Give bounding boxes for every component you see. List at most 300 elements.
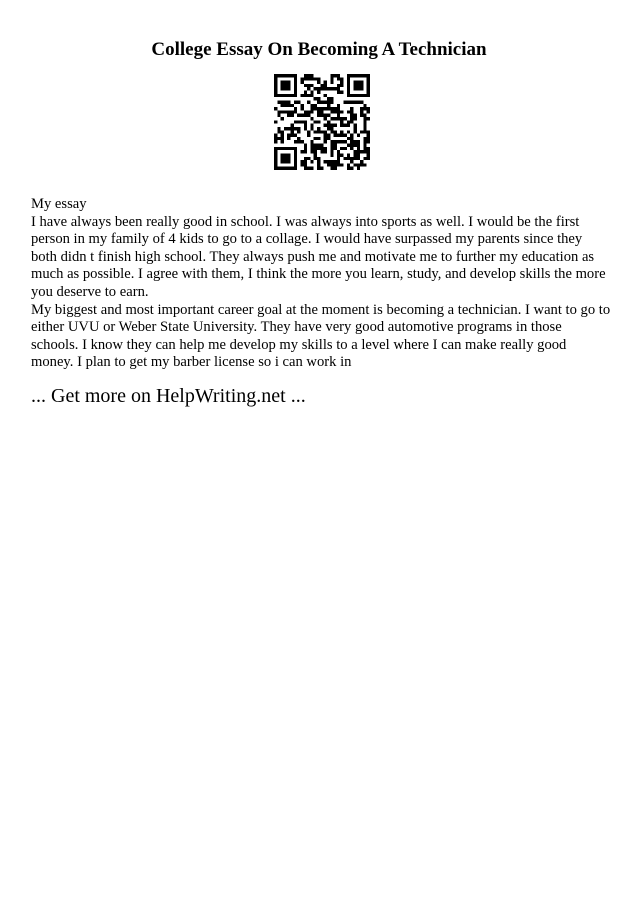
qr-module [367,110,370,113]
qr-module [274,134,277,137]
qr-module [327,163,330,166]
qr-module [350,140,353,143]
qr-module [350,157,353,160]
qr-module [357,144,360,147]
qr-module [360,163,363,166]
qr-module [337,107,340,110]
qr-module [314,144,317,147]
qr-module [350,147,353,150]
qr-module [330,107,333,110]
qr-module [310,167,313,170]
qr-module [357,134,360,137]
qr-module [330,150,333,153]
qr-module [330,127,333,130]
qr-module [353,114,356,117]
qr-module [314,130,317,133]
qr-module [324,114,327,117]
qr-module [344,157,347,160]
qr-module [281,137,284,140]
qr-module [334,163,337,166]
qr-module [350,110,353,113]
qr-module [294,110,297,113]
qr-module [300,114,303,117]
qr-module [317,91,320,94]
qr-module [340,117,343,120]
qr-module [320,144,323,147]
qr-module [340,124,343,127]
qr-module [294,127,297,130]
qr-module [330,117,333,120]
qr-module [294,134,297,137]
qr-module [300,81,303,84]
qr-module [310,117,313,120]
qr-module [307,94,310,97]
qr-module [363,107,366,110]
qr-module [330,167,333,170]
qr-module [317,160,320,163]
qr-module [277,127,280,130]
qr-module [367,134,370,137]
qr-module [324,137,327,140]
qr-module [357,157,360,160]
qr-module [310,147,313,150]
qr-module [307,134,310,137]
qr-module [274,137,277,140]
qr-module [310,140,313,143]
qr-module [307,167,310,170]
qr-module [281,134,284,137]
qr-module [274,167,297,170]
qr-module [320,87,323,90]
qr-module [304,144,307,147]
qr-module [347,144,350,147]
qr-module [281,110,284,113]
qr-module [337,91,340,94]
qr-module [324,147,327,150]
qr-module [337,87,340,90]
qr-module [304,127,307,130]
qr-module [357,147,360,150]
qr-module [304,160,307,163]
qr-module [327,87,330,90]
qr-module [327,134,330,137]
qr-module [357,153,360,156]
qr-module [327,120,330,123]
qr-module [327,124,330,127]
qr-module [281,104,284,107]
qr-module [300,120,303,123]
qr-module [347,74,370,77]
qr-module [300,140,303,143]
qr-module [337,160,340,163]
qr-module [367,137,370,140]
qr-module [314,157,317,160]
qr-module [334,117,337,120]
qr-module [347,137,350,140]
qr-module [367,107,370,110]
qr-module [300,94,303,97]
qr-module [317,157,320,160]
qr-module [350,114,353,117]
qr-module [337,104,340,107]
essay-paragraph: I have always been really good in school. I was always into sports as well. I would be the first person in my family of 4 kids to go to a collage. I would have surpassed my parents since they both didn t finish high school. They always push me and motivate me to further my education as much as possible. I agree with them, I think the more you learn, study, and develop skills the more you deserve to earn. [31,213,606,300]
qr-module [363,147,366,150]
qr-module [340,120,343,123]
qr-module [314,137,317,140]
qr-module [363,137,366,140]
qr-module [324,100,327,103]
qr-module [360,110,363,113]
qr-module [310,110,313,113]
qr-module [324,84,327,87]
qr-module [310,104,313,107]
qr-module [334,124,337,127]
qr-module [300,77,303,80]
qr-module [327,137,330,140]
qr-module [344,124,347,127]
qr-module [287,110,290,113]
qr-module [337,117,340,120]
qr-module [324,134,327,137]
qr-module [360,160,363,163]
qr-module [310,144,313,147]
qr-module [310,160,313,163]
qr-module [277,114,280,117]
qr-module [297,114,300,117]
qr-module [320,110,323,113]
qr-module [291,124,294,127]
qr-module [314,153,317,156]
qr-module [353,153,356,156]
qr-module [277,130,280,133]
qr-module [284,100,287,103]
qr-module [324,117,327,120]
qr-module [314,87,317,90]
qr-module [304,91,307,94]
qr-module [347,100,350,103]
qr-module [337,134,340,137]
qr-module [334,144,337,147]
qr-module [317,87,320,90]
qr-module [320,114,323,117]
qr-module [304,147,307,150]
qr-module [330,153,333,156]
qr-module [281,153,291,163]
qr-module [363,124,366,127]
qr-module [350,134,353,137]
qr-module [337,163,340,166]
qr-module [344,140,347,143]
qr-module [334,87,337,90]
qr-module [353,144,356,147]
qr-module [291,130,294,133]
qr-module [347,163,350,166]
qr-module [281,100,284,103]
qr-module [330,163,333,166]
qr-module [314,150,317,153]
qr-module [291,127,294,130]
qr-module [334,74,337,77]
qr-module [330,130,333,133]
qr-module [363,150,366,153]
qr-module [330,77,333,80]
qr-module [327,104,330,107]
qr-code-icon [274,74,370,170]
qr-module [324,140,327,143]
qr-module [274,94,297,97]
qr-module [360,114,363,117]
qr-module [314,147,317,150]
qr-module [317,130,320,133]
qr-module [317,120,320,123]
qr-module [357,100,360,103]
qr-module [297,127,300,130]
qr-module [347,124,350,127]
qr-module [307,74,310,77]
qr-module [353,163,356,166]
qr-module [320,107,323,110]
qr-module [317,114,320,117]
qr-module [340,110,343,113]
qr-module [330,110,333,113]
qr-module [310,77,313,80]
qr-module [334,140,337,143]
qr-module [317,147,320,150]
qr-module [287,114,290,117]
qr-module [297,140,300,143]
qr-module [330,124,333,127]
qr-module [324,107,327,110]
qr-module [274,107,277,110]
qr-module [340,134,343,137]
qr-module [367,150,370,153]
qr-module [320,150,323,153]
qr-module [350,117,353,120]
qr-module [274,120,277,123]
qr-module [360,107,363,110]
qr-module [363,114,366,117]
qr-module [353,150,356,153]
qr-module [350,107,353,110]
qr-module [310,127,313,130]
qr-module [281,81,291,91]
qr-module [353,100,356,103]
qr-module [297,120,300,123]
qr-module [363,127,366,130]
qr-module [277,110,280,113]
qr-module [360,150,363,153]
qr-module [310,150,313,153]
qr-module [363,104,366,107]
qr-module [314,104,317,107]
qr-module [317,77,320,80]
qr-module [353,124,356,127]
qr-module [363,117,366,120]
qr-module [317,137,320,140]
qr-module [281,130,284,133]
qr-module [347,153,350,156]
qr-module [294,74,297,97]
qr-module [317,127,320,130]
qr-module [320,84,323,87]
qr-module [317,107,320,110]
qr-module [340,163,343,166]
qr-module [317,81,320,84]
qr-module [353,117,356,120]
qr-module [350,160,353,163]
qr-module [330,81,333,84]
qr-module [314,97,317,100]
qr-module [367,74,370,97]
qr-module [304,74,307,77]
qr-module [340,77,343,80]
qr-module [320,130,323,133]
qr-module [334,110,337,113]
qr-module [353,130,356,133]
qr-module [317,100,320,103]
qr-module [327,100,330,103]
qr-module [294,107,297,110]
qr-module [324,160,327,163]
qr-module [330,74,333,77]
qr-module [330,144,333,147]
qr-module [340,84,343,87]
qr-module [353,81,363,91]
qr-module [310,107,313,110]
get-more-link[interactable]: ... Get more on HelpWriting.net ... [31,385,306,407]
qr-module [347,110,350,113]
qr-module [320,167,323,170]
qr-module [340,81,343,84]
qr-module [324,81,327,84]
qr-module [350,167,353,170]
qr-module [327,160,330,163]
qr-module [337,84,340,87]
qr-module [287,127,290,130]
qr-module [360,100,363,103]
qr-module [304,94,307,97]
qr-module [344,117,347,120]
qr-module [363,144,366,147]
qr-module [330,140,333,143]
qr-module [357,163,360,166]
qr-module [304,114,307,117]
qr-module [347,94,370,97]
qr-module [300,104,303,107]
qr-module [353,140,356,143]
qr-module [310,94,313,97]
qr-module [274,147,277,170]
qr-module [317,144,320,147]
qr-module [317,163,320,166]
qr-module [297,130,300,133]
qr-module [344,100,347,103]
qr-module [314,120,317,123]
qr-module [353,127,356,130]
qr-module [300,160,303,163]
qr-module [344,147,347,150]
qr-module [304,110,307,113]
qr-module [334,130,337,133]
qr-module [334,167,337,170]
qr-module [281,117,284,120]
qr-module [300,107,303,110]
qr-module [310,74,313,77]
qr-module [307,114,310,117]
qr-module [327,114,330,117]
qr-module [363,163,366,166]
qr-module [330,100,333,103]
qr-module [284,127,287,130]
qr-module [367,117,370,120]
qr-module [327,127,330,130]
qr-module [367,147,370,150]
qr-module [367,130,370,133]
qr-module [337,114,340,117]
qr-module [367,157,370,160]
qr-module [287,104,290,107]
qr-module [304,120,307,123]
qr-module [314,107,317,110]
qr-module [347,74,350,97]
qr-module [291,104,294,107]
qr-module [304,124,307,127]
qr-module [307,110,310,113]
qr-module [337,77,340,80]
qr-module [367,140,370,143]
qr-module [363,140,366,143]
qr-module [320,147,323,150]
qr-module [337,110,340,113]
essay-paragraph: My biggest and most important career goal at the moment is becoming a technician. I want to go to either UVU or Weber State University. They have very good automotive programs in those schools. I know they can help me develop my skills to a level where I can make really good money. I plan to get my barber license so i can work in [31,301,611,371]
qr-module [340,147,343,150]
qr-module [304,84,307,87]
qr-module [307,157,310,160]
qr-module [317,97,320,100]
essay-heading: My essay [31,196,87,212]
qr-code-graphic [274,74,370,170]
qr-module [287,134,290,137]
essay-body [31,196,611,372]
qr-module [363,157,366,160]
qr-module [350,100,353,103]
qr-module [347,120,350,123]
qr-module [367,153,370,156]
qr-module [304,77,307,80]
qr-module [307,130,310,133]
qr-module [294,147,297,170]
qr-module [324,124,327,127]
qr-module [307,77,310,80]
qr-module [330,160,333,163]
qr-module [287,100,290,103]
qr-module [347,167,350,170]
qr-module [300,163,303,166]
qr-module [284,110,287,113]
qr-module [340,130,343,133]
qr-module [294,120,297,123]
qr-module [357,167,360,170]
qr-module [340,91,343,94]
qr-module [353,157,356,160]
qr-module [291,134,294,137]
qr-module [297,100,300,103]
qr-module [274,140,277,143]
qr-module [334,147,337,150]
qr-module [330,97,333,100]
qr-module [277,100,280,103]
qr-module [304,163,307,166]
